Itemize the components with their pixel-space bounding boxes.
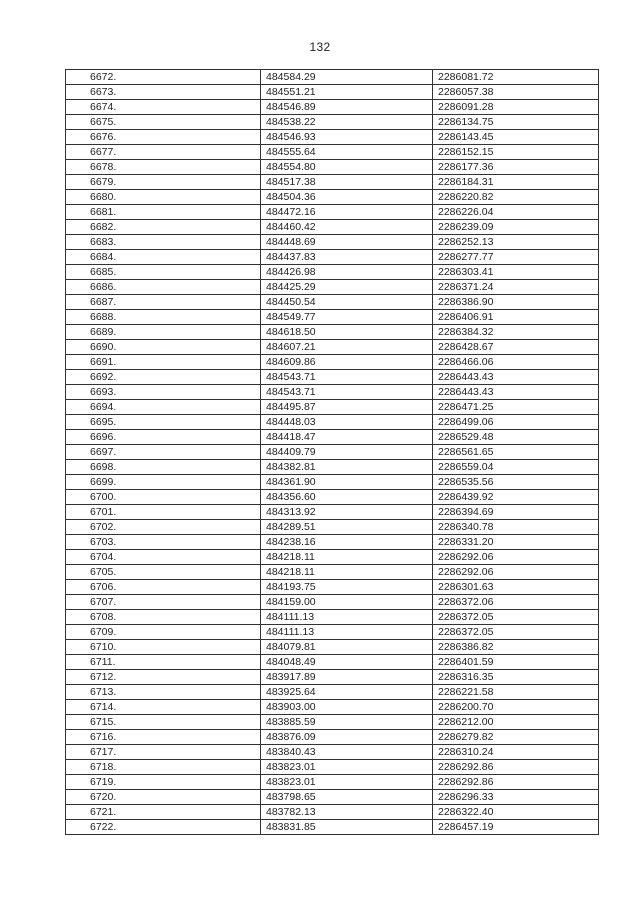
point-number-cell: 6709. [66,625,261,640]
point-number-cell: 6705. [66,565,261,580]
x-coordinate-cell: 484555.64 [261,145,433,160]
point-number-cell: 6720. [66,790,261,805]
y-coordinate-cell: 2286184.31 [433,175,599,190]
x-coordinate-cell: 484111.13 [261,610,433,625]
x-coordinate-cell: 484079.81 [261,640,433,655]
table-row [66,175,599,190]
x-coordinate-cell: 484218.11 [261,550,433,565]
x-coordinate-cell: 484546.89 [261,100,433,115]
table-row [66,115,599,130]
table-row [66,340,599,355]
table-row [66,430,599,445]
x-coordinate-cell: 484448.69 [261,235,433,250]
y-coordinate-cell: 2286057.38 [433,85,599,100]
table-row [66,70,599,85]
table-row [66,805,599,820]
y-coordinate-cell: 2286443.43 [433,385,599,400]
y-coordinate-cell: 2286457.19 [433,820,599,835]
y-coordinate-cell: 2286316.35 [433,670,599,685]
y-coordinate-cell: 2286152.15 [433,145,599,160]
point-number-cell: 6690. [66,340,261,355]
y-coordinate-cell: 2286292.06 [433,550,599,565]
point-number-cell: 6714. [66,700,261,715]
table-row [66,460,599,475]
point-number-cell: 6716. [66,730,261,745]
x-coordinate-cell: 484361.90 [261,475,433,490]
table-row [66,670,599,685]
table-row [66,745,599,760]
point-number-cell: 6698. [66,460,261,475]
point-number-cell: 6693. [66,385,261,400]
point-number-cell: 6701. [66,505,261,520]
y-coordinate-cell: 2286239.09 [433,220,599,235]
y-coordinate-cell: 2286372.05 [433,610,599,625]
x-coordinate-cell: 483798.65 [261,790,433,805]
point-number-cell: 6689. [66,325,261,340]
x-coordinate-cell: 484472.16 [261,205,433,220]
table-row [66,595,599,610]
table-row [66,625,599,640]
x-coordinate-cell: 484554.80 [261,160,433,175]
point-number-cell: 6712. [66,670,261,685]
table-row [66,220,599,235]
table-row [66,385,599,400]
table-row [66,730,599,745]
y-coordinate-cell: 2286220.82 [433,190,599,205]
point-number-cell: 6707. [66,595,261,610]
y-coordinate-cell: 2286384.32 [433,325,599,340]
point-number-cell: 6692. [66,370,261,385]
x-coordinate-cell: 484551.21 [261,85,433,100]
point-number-cell: 6674. [66,100,261,115]
y-coordinate-cell: 2286529.48 [433,430,599,445]
table-row [66,265,599,280]
x-coordinate-cell: 483903.00 [261,700,433,715]
table-row [66,145,599,160]
page-number: 132 [309,40,331,54]
table-row [66,760,599,775]
point-number-cell: 6722. [66,820,261,835]
y-coordinate-cell: 2286401.59 [433,655,599,670]
y-coordinate-cell: 2286561.65 [433,445,599,460]
y-coordinate-cell: 2286372.05 [433,625,599,640]
point-number-cell: 6719. [66,775,261,790]
x-coordinate-cell: 484238.16 [261,535,433,550]
table-row [66,550,599,565]
table-row [66,475,599,490]
table-row [66,640,599,655]
point-number-cell: 6718. [66,760,261,775]
table-row [66,700,599,715]
table-row [66,520,599,535]
y-coordinate-cell: 2286310.24 [433,745,599,760]
point-number-cell: 6706. [66,580,261,595]
x-coordinate-cell: 484448.03 [261,415,433,430]
x-coordinate-cell: 484504.36 [261,190,433,205]
x-coordinate-cell: 484159.00 [261,595,433,610]
y-coordinate-cell: 2286177.36 [433,160,599,175]
point-number-cell: 6708. [66,610,261,625]
table-row [66,445,599,460]
x-coordinate-cell: 484495.87 [261,400,433,415]
x-coordinate-cell: 484418.47 [261,430,433,445]
x-coordinate-cell: 484289.51 [261,520,433,535]
table-row [66,85,599,100]
y-coordinate-cell: 2286466.06 [433,355,599,370]
table-row [66,370,599,385]
point-number-cell: 6721. [66,805,261,820]
x-coordinate-cell: 484111.13 [261,625,433,640]
x-coordinate-cell: 484546.93 [261,130,433,145]
y-coordinate-cell: 2286200.70 [433,700,599,715]
point-number-cell: 6702. [66,520,261,535]
table-row [66,655,599,670]
table-row [66,100,599,115]
table-row [66,160,599,175]
x-coordinate-cell: 484543.71 [261,370,433,385]
y-coordinate-cell: 2286252.13 [433,235,599,250]
x-coordinate-cell: 484450.54 [261,295,433,310]
x-coordinate-cell: 484607.21 [261,340,433,355]
y-coordinate-cell: 2286394.69 [433,505,599,520]
x-coordinate-cell: 483782.13 [261,805,433,820]
table-row [66,190,599,205]
x-coordinate-cell: 484048.49 [261,655,433,670]
y-coordinate-cell: 2286386.82 [433,640,599,655]
x-coordinate-cell: 484460.42 [261,220,433,235]
y-coordinate-cell: 2286499.06 [433,415,599,430]
x-coordinate-cell: 484609.86 [261,355,433,370]
point-number-cell: 6679. [66,175,261,190]
x-coordinate-cell: 484584.29 [261,70,433,85]
x-coordinate-cell: 484618.50 [261,325,433,340]
y-coordinate-cell: 2286292.86 [433,760,599,775]
table-row [66,565,599,580]
table-row [66,505,599,520]
x-coordinate-cell: 483840.43 [261,745,433,760]
x-coordinate-cell: 484218.11 [261,565,433,580]
y-coordinate-cell: 2286143.45 [433,130,599,145]
table-row [66,400,599,415]
y-coordinate-cell: 2286279.82 [433,730,599,745]
point-number-cell: 6685. [66,265,261,280]
table-row [66,130,599,145]
x-coordinate-cell: 484313.92 [261,505,433,520]
x-coordinate-cell: 484425.29 [261,280,433,295]
x-coordinate-cell: 484409.79 [261,445,433,460]
y-coordinate-cell: 2286331.20 [433,535,599,550]
coordinates-table-body [66,70,599,835]
y-coordinate-cell: 2286091.28 [433,100,599,115]
point-number-cell: 6675. [66,115,261,130]
y-coordinate-cell: 2286340.78 [433,520,599,535]
x-coordinate-cell: 483823.01 [261,760,433,775]
table-row [66,685,599,700]
x-coordinate-cell: 484517.38 [261,175,433,190]
y-coordinate-cell: 2286292.86 [433,775,599,790]
x-coordinate-cell: 484437.83 [261,250,433,265]
y-coordinate-cell: 2286301.63 [433,580,599,595]
y-coordinate-cell: 2286322.40 [433,805,599,820]
point-number-cell: 6710. [66,640,261,655]
point-number-cell: 6691. [66,355,261,370]
y-coordinate-cell: 2286443.43 [433,370,599,385]
point-number-cell: 6697. [66,445,261,460]
y-coordinate-cell: 2286303.41 [433,265,599,280]
y-coordinate-cell: 2286212.00 [433,715,599,730]
x-coordinate-cell: 484193.75 [261,580,433,595]
table-row [66,250,599,265]
coordinates-table [65,69,599,835]
x-coordinate-cell: 483831.85 [261,820,433,835]
x-coordinate-cell: 483925.64 [261,685,433,700]
table-row [66,205,599,220]
point-number-cell: 6677. [66,145,261,160]
point-number-cell: 6678. [66,160,261,175]
y-coordinate-cell: 2286277.77 [433,250,599,265]
table-row [66,580,599,595]
y-coordinate-cell: 2286439.92 [433,490,599,505]
y-coordinate-cell: 2286535.56 [433,475,599,490]
x-coordinate-cell: 484426.98 [261,265,433,280]
y-coordinate-cell: 2286221.58 [433,685,599,700]
table-row [66,415,599,430]
y-coordinate-cell: 2286428.67 [433,340,599,355]
y-coordinate-cell: 2286372.06 [433,595,599,610]
point-number-cell: 6681. [66,205,261,220]
point-number-cell: 6703. [66,535,261,550]
table-row [66,535,599,550]
point-number-cell: 6700. [66,490,261,505]
y-coordinate-cell: 2286296.33 [433,790,599,805]
point-number-cell: 6673. [66,85,261,100]
y-coordinate-cell: 2286292.06 [433,565,599,580]
point-number-cell: 6683. [66,235,261,250]
table-row [66,775,599,790]
y-coordinate-cell: 2286471.25 [433,400,599,415]
table-row [66,280,599,295]
point-number-cell: 6715. [66,715,261,730]
point-number-cell: 6704. [66,550,261,565]
point-number-cell: 6688. [66,310,261,325]
y-coordinate-cell: 2286226.04 [433,205,599,220]
table-row [66,295,599,310]
point-number-cell: 6680. [66,190,261,205]
table-row [66,490,599,505]
table-row [66,610,599,625]
x-coordinate-cell: 483917.89 [261,670,433,685]
point-number-cell: 6713. [66,685,261,700]
y-coordinate-cell: 2286134.75 [433,115,599,130]
point-number-cell: 6711. [66,655,261,670]
point-number-cell: 6672. [66,70,261,85]
table-row [66,310,599,325]
point-number-cell: 6695. [66,415,261,430]
y-coordinate-cell: 2286371.24 [433,280,599,295]
point-number-cell: 6682. [66,220,261,235]
table-row [66,325,599,340]
x-coordinate-cell: 484538.22 [261,115,433,130]
x-coordinate-cell: 484356.60 [261,490,433,505]
y-coordinate-cell: 2286386.90 [433,295,599,310]
table-row [66,715,599,730]
x-coordinate-cell: 483823.01 [261,775,433,790]
x-coordinate-cell: 484382.81 [261,460,433,475]
point-number-cell: 6687. [66,295,261,310]
table-row [66,790,599,805]
y-coordinate-cell: 2286081.72 [433,70,599,85]
y-coordinate-cell: 2286559.04 [433,460,599,475]
x-coordinate-cell: 483885.59 [261,715,433,730]
table-row [66,355,599,370]
x-coordinate-cell: 483876.09 [261,730,433,745]
point-number-cell: 6684. [66,250,261,265]
point-number-cell: 6686. [66,280,261,295]
point-number-cell: 6696. [66,430,261,445]
point-number-cell: 6694. [66,400,261,415]
x-coordinate-cell: 484543.71 [261,385,433,400]
point-number-cell: 6699. [66,475,261,490]
x-coordinate-cell: 484549.77 [261,310,433,325]
point-number-cell: 6717. [66,745,261,760]
table-row [66,820,599,835]
table-row [66,235,599,250]
point-number-cell: 6676. [66,130,261,145]
y-coordinate-cell: 2286406.91 [433,310,599,325]
